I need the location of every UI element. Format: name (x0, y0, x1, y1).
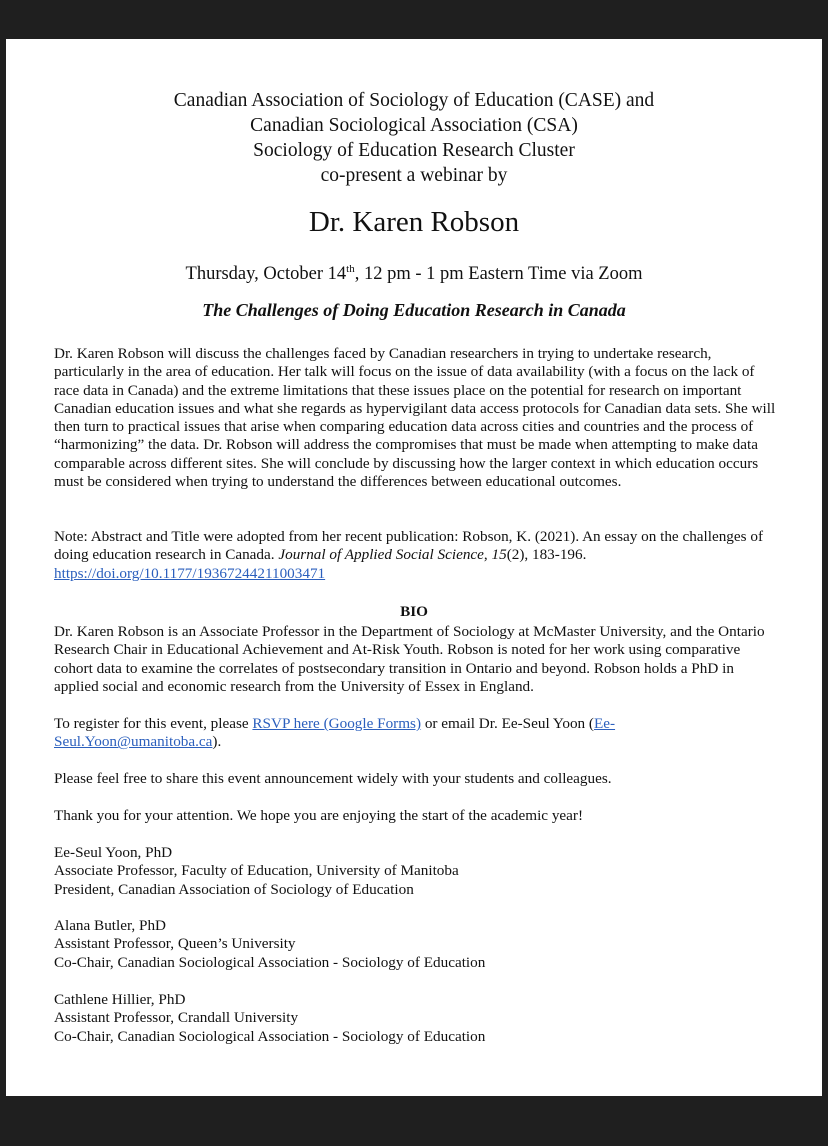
signatory-role: Assistant Professor, Crandall University (54, 1009, 299, 1027)
signatory-name: Alana Butler, PhD (54, 917, 167, 934)
signatory-role: Co-Chair, Canadian Sociological Association - Sociology of Education (54, 1027, 486, 1045)
register-text-1: To register for this event, please (54, 715, 253, 732)
signatory-name: Cathlene Hillier, PhD (54, 991, 186, 1008)
register-paragraph (54, 715, 778, 752)
bio-paragraph: Dr. Karen Robson is an Associate Professor in the Department of Sociology at McMaster University, and the Ontario Research Chair in Educational Achievement and At-Risk Youth. Robson is noted for her work using comparative cohort data to examine the correlates of postsecondary transition in Ontario and beyond. Robson holds a PhD in applied social and economic research from the University of Essex in England. (54, 623, 765, 695)
email-link-part-1[interactable]: Ee- (593, 715, 616, 732)
note-journal: Journal of Applied Social Science (278, 546, 484, 564)
signatory-name: Ee-Seul Yoon, PhD (54, 844, 173, 861)
bio-heading: BIO (400, 603, 428, 620)
doi-link[interactable]: https://doi.org/10.1177/19367244211003471 (54, 564, 326, 582)
signatory-role: Assistant Professor, Queen’s University (54, 935, 296, 953)
thanks-paragraph: Thank you for your attention. We hope you are enjoying the start of the academic year! (54, 807, 584, 824)
header-line-4: co-present a webinar by (320, 165, 508, 186)
register-text-3: ). (212, 733, 222, 751)
header-line-1: Canadian Association of Sociology of Education (CASE) and (173, 90, 655, 111)
header-line-3: Sociology of Education Research Cluster (253, 140, 575, 161)
signatory-role: President, Canadian Association of Sociology of Education (54, 880, 414, 898)
rsvp-link[interactable]: RSVP here (Google Forms) (252, 715, 422, 732)
email-link-part-2[interactable]: Seul.Yoon@umanitoba.ca (54, 733, 213, 751)
note-text-1: Note: Abstract and Title were adopted from her recent publication: Robson, K. (2021). An essay on the challenges of doing education research in Canada. (54, 528, 764, 564)
signatory-role: Co-Chair, Canadian Sociological Association - Sociology of Education (54, 953, 486, 971)
datetime-ordinal: th (346, 263, 355, 275)
abstract-paragraph: Dr. Karen Robson will discuss the challenges faced by Canadian researchers in trying to undertake research, particularly in the area of education. Her talk will focus on the issue of data availability (with a focus on the lack of race data in Canada) and the extreme limitations that these issues place on the potential for research on important Canadian education issues and what she regards as hypervigilant data access protocols for Canadian data sets. She will then turn to practical issues that arise when comparing education data across cities and countries and the process of “harmonizing” the data. Dr. Robson will address the compromises that must be made when attempting to make data comparable across different sites. She will conclude by discussing how the larger context in which education occurs must be considered when trying to understand the differences between educational outcomes. (54, 345, 776, 491)
share-paragraph: Please feel free to share this event announcement widely with your students and colleagues. (54, 770, 612, 787)
datetime-prefix: Thursday, October 14 (185, 264, 347, 285)
event-header (6, 88, 822, 188)
talk-title: The Challenges of Doing Education Research in Canada (202, 300, 626, 320)
document-page (6, 39, 822, 1096)
event-datetime (6, 257, 822, 286)
note-paragraph (54, 528, 778, 583)
speaker-name: Dr. Karen Robson (308, 206, 520, 238)
note-sep: , (483, 546, 492, 564)
note-volume: 15 (491, 546, 507, 564)
signature-block (54, 991, 778, 1046)
datetime-suffix: , 12 pm - 1 pm Eastern Time via Zoom (354, 264, 643, 285)
header-line-2: Canadian Sociological Association (CSA) (250, 115, 578, 136)
signatory-role: Associate Professor, Faculty of Education, University of Manitoba (54, 862, 459, 880)
signature-block (54, 917, 778, 972)
register-text-2: or email Dr. Ee-Seul Yoon ( (421, 715, 594, 732)
note-text-2: (2), 183-196. (506, 546, 587, 564)
signature-block (54, 844, 778, 899)
